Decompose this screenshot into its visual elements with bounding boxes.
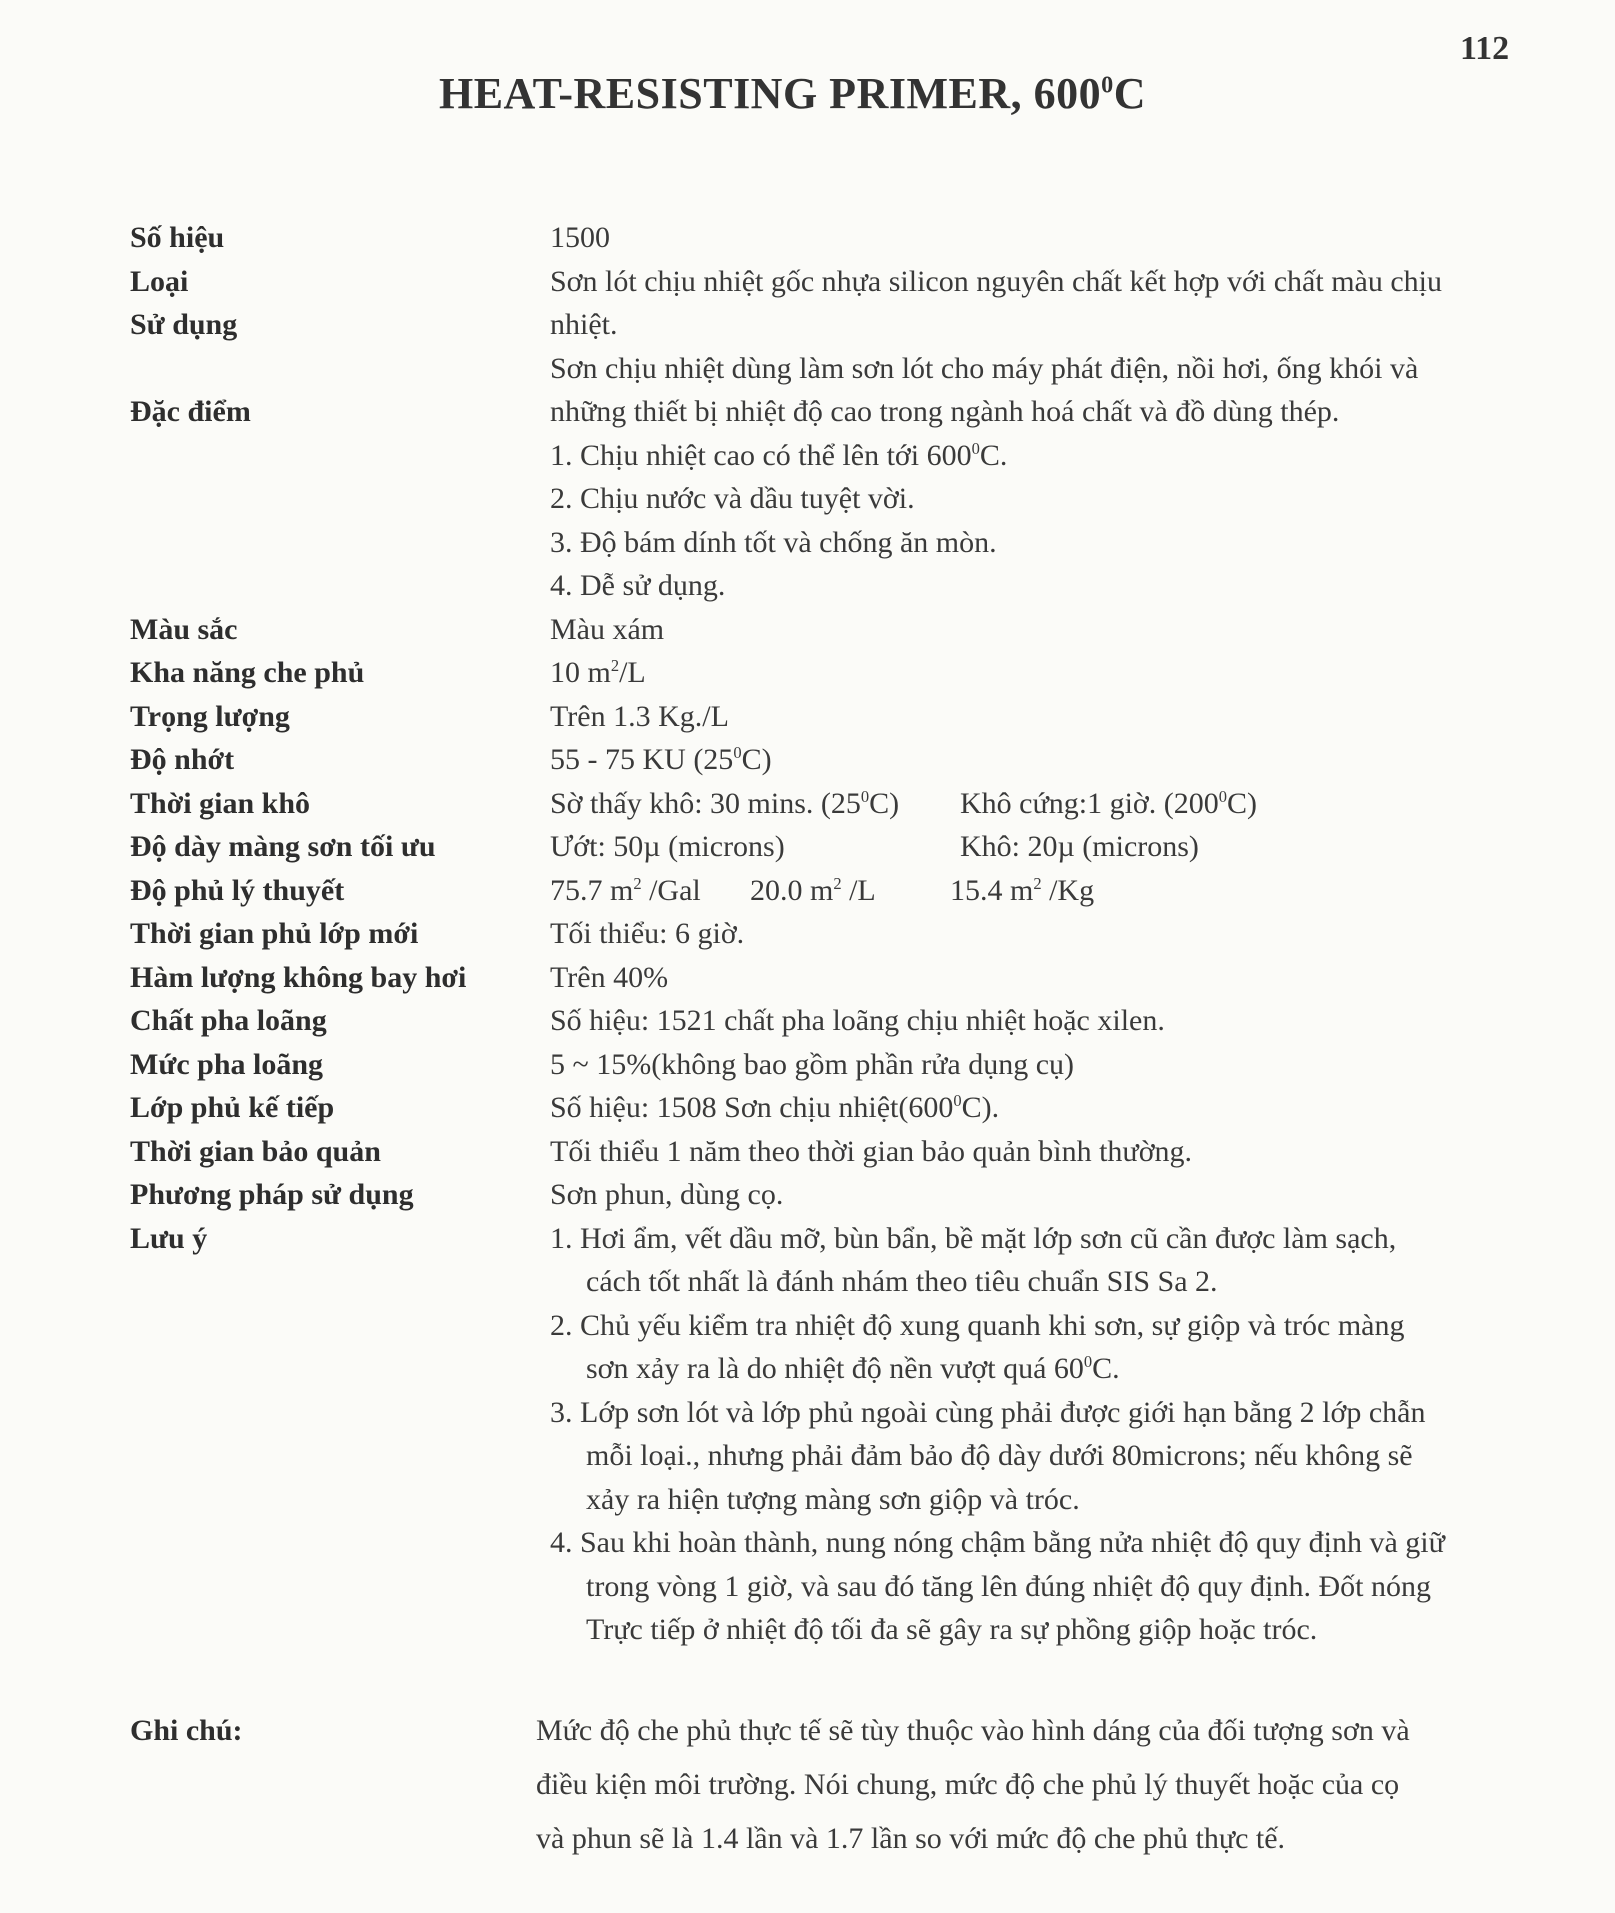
spec-value: 55 - 75 KU $(25^0C)$: [550, 743, 772, 776]
spec-row-chat-pha: [130, 999, 1550, 1043]
spec-row-kha-nang: [130, 651, 1550, 695]
spec-row-loai: [130, 260, 1550, 304]
list-item: 3. Độ bám dính tốt và chống ăn mòn.: [550, 525, 997, 559]
list-item: 4. Sau khi hoàn thành, nung nóng chậm bằng nửa nhiệt độ quy định và giữ trong vòng 1 giờ, và sau đó tăng lên đúng nhiệt độ quy định. Đốt nóng Trực tiếp ở nhiệt độ tối đa sẽ gây ra sự phồng giộp hoặc tróc.: [550, 1526, 1445, 1646]
spec-value: Sờ thấy khô: 30 mins. $(25^0C)$ Khô cứng:1 giờ. $(200^0C)$: [550, 786, 1258, 820]
list-item: 3. Lớp sơn lót và lớp phủ ngoài cùng phải được giới hạn bằng 2 lớp chẫn mỗi loại., nhưng phải đảm bảo độ dày dưới 80microns; nếu không sẽ xảy ra hiện tượng màng sơn giộp và tróc.: [550, 1395, 1426, 1516]
list-item: 1. Chịu nhiệt cao có thể lên tới $600^0C$.: [550, 438, 1008, 472]
spec-table: [130, 216, 1550, 1652]
spec-value: Trên 40%: [550, 960, 669, 994]
spec-value: Số hiệu: 1521 chất pha loãng chịu nhiệt hoặc xilen.: [550, 1004, 1165, 1037]
spec-label: Sử dụng: [130, 308, 238, 341]
spec-row-ham-luong: [130, 956, 1550, 1000]
spec-value: Sơn lót chịu nhiệt gốc nhựa silicon nguyên chất kết hợp với chất màu chịu: [550, 264, 1443, 298]
spec-value: 1500: [550, 221, 610, 254]
note-text: Mức độ che phủ thực tế sẽ tùy thuộc vào hình dáng của đối tượng sơn và điều kiện môi trường. Nói chung, mức độ che phủ lý thuyết hoặc của cọ và phun sẽ là 1.4 lần và 1.7 lần so với mức độ che phủ thực tế.: [536, 1714, 1410, 1855]
spec-row-dac-diem: [130, 390, 1550, 434]
spec-row-phu-lop-moi: [130, 912, 1550, 956]
spec-label: Trọng lượng: [130, 699, 290, 733]
spec-label: Độ dày màng sơn tối ưu: [130, 830, 436, 863]
spec-row-so-hieu: [130, 216, 1550, 260]
spec-label: Mức pha loãng: [130, 1047, 324, 1081]
spec-value: Sơn phun, dùng cọ.: [550, 1178, 784, 1211]
spec-label: Độ nhớt: [130, 743, 235, 776]
page-number: 112: [1460, 30, 1510, 67]
spec-label: Thời gian phủ lớp mới: [130, 917, 419, 950]
spec-row-lop-phu: [130, 1086, 1550, 1130]
spec-label: Đặc điểm: [130, 395, 251, 428]
spec-label: Lưu ý: [130, 1221, 208, 1255]
list-item: 4. Dễ sử dụng.: [550, 569, 726, 602]
spec-row-phuong-phap: [130, 1173, 1550, 1217]
spec-value: Ướt: 50µ (microns) Khô: 20µ (microns): [550, 830, 1199, 863]
spec-row-muc-pha: [130, 1043, 1550, 1087]
list-item: 2. Chịu nước và dầu tuyệt vời.: [550, 482, 915, 515]
spec-row-su-dung-text: [130, 347, 1550, 391]
spec-label: Thời gian bảo quản: [130, 1134, 381, 1168]
spec-row-bao-quan: [130, 1130, 1550, 1174]
spec-value: Màu xám: [550, 612, 665, 646]
spec-label: Kha năng che phủ: [130, 656, 365, 689]
page-title: HEAT-RESISTING PRIMER, $600^0C$: [438, 69, 1146, 118]
spec-label: Hàm lượng không bay hơi: [130, 960, 467, 994]
spec-value: Sơn chịu nhiệt dùng làm sơn lót cho máy phát điện, nồi hơi, ống khói và: [550, 351, 1419, 385]
spec-label: Chất pha loãng: [130, 1004, 327, 1037]
note-label: Ghi chú:: [130, 1714, 243, 1747]
list-item: 1. Hơi ẩm, vết dầu mỡ, bùn bẩn, bề mặt lớp sơn cũ cần được làm sạch, cách tốt nhất là đánh nhám theo tiêu chuẩn SIS Sa 2.: [550, 1221, 1397, 1298]
spec-label: Độ phủ lý thuyết: [130, 873, 345, 907]
spec-row-mau-sac: [130, 608, 1550, 652]
spec-row-thoi-gian-kho: [130, 782, 1550, 826]
spec-row-dac-diem-items: [130, 434, 1550, 608]
spec-row-do-nhot: [130, 738, 1550, 782]
spec-value: 10 $m^2/L$: [550, 656, 646, 689]
spec-value: nhiệt.: [550, 308, 618, 341]
spec-value: Tối thiểu: 6 giờ.: [550, 917, 745, 950]
spec-label: Phương pháp sử dụng: [130, 1178, 414, 1211]
spec-row-do-day: [130, 825, 1550, 869]
spec-row-su-dung: [130, 303, 1550, 347]
spec-value: [550, 434, 1550, 608]
spec-value: những thiết bị nhiệt độ cao trong ngành hoá chất và đồ dùng thép.: [550, 395, 1340, 428]
spec-value: Số hiệu: 1508 Sơn chịu $nhiệt(600^0C)$.: [550, 1091, 1000, 1124]
list-item: 2. Chủ yếu kiểm tra nhiệt độ xung quanh khi sơn, sự giộp và tróc màng sơn xảy ra là do nhiệt độ nền vượt quá $60^0C$.: [550, 1308, 1405, 1385]
spec-row-luu-y: [130, 1217, 1550, 1652]
spec-value: Trên 1.3 Kg./L: [550, 699, 729, 733]
spec-value: 75.7 $m^2$ /Gal 20.0 $m^2$ /L 15.4 $m^2$ /Kg: [550, 873, 1095, 907]
spec-label: Màu sắc: [130, 612, 238, 646]
spec-row-trong-luong: [130, 695, 1550, 739]
spec-value: Tối thiểu 1 năm theo thời gian bảo quản bình thường.: [550, 1134, 1193, 1168]
spec-label: Loại: [130, 264, 189, 298]
spec-label: Số hiệu: [130, 221, 225, 254]
spec-value: [550, 1217, 1550, 1652]
spec-value: 5 ~ 15%(không bao gồm phần rửa dụng cụ): [550, 1047, 1075, 1081]
spec-label: Thời gian khô: [130, 786, 311, 820]
spec-label: Lớp phủ kế tiếp: [130, 1091, 335, 1124]
note-section: [130, 1704, 1550, 1866]
spec-row-do-phu: [130, 869, 1550, 913]
